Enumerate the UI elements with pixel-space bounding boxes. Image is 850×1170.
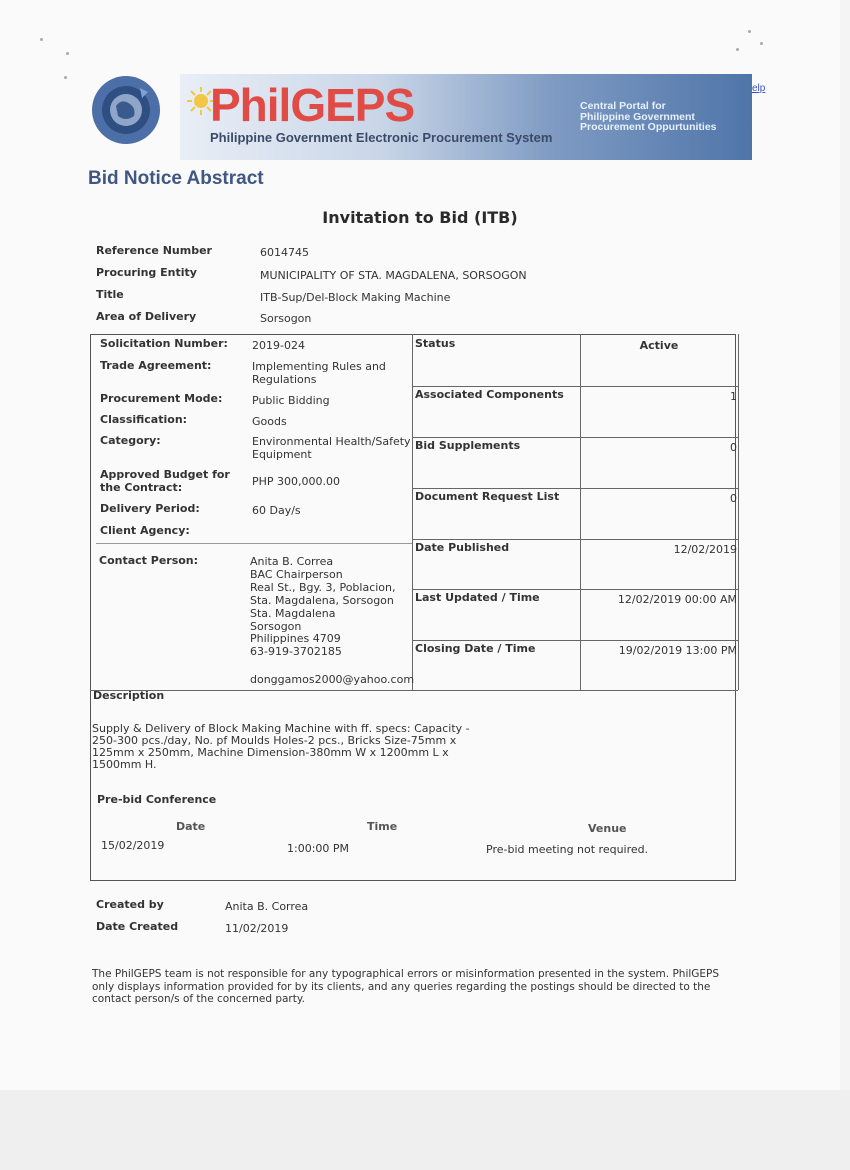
contact-line: Real St., Bgy. 3, Poblacion,: [250, 580, 396, 594]
page-title: Bid Notice Abstract: [88, 168, 264, 189]
description-label: Description: [93, 689, 165, 702]
area-of-delivery-value: Sorsogon: [260, 312, 312, 325]
description-line: 1500mm H.: [92, 758, 157, 771]
procurement-mode-label: Procurement Mode:: [100, 392, 223, 405]
associated-components-value: 1: [730, 390, 737, 403]
row-divider: [412, 488, 738, 489]
description-line: 125mm x 250mm, Machine Dimension-380mm W x 1200mm L x: [92, 746, 449, 759]
document-request-value: 0: [730, 492, 737, 505]
row-divider: [412, 589, 738, 590]
contact-person-block: [250, 556, 396, 659]
philgeps-brand: PhilGEPS: [210, 79, 415, 131]
delivery-period-label: Delivery Period:: [100, 502, 200, 515]
scan-speck: [748, 30, 751, 33]
row-divider: [90, 690, 738, 691]
tagline-line: Procurement Oppurtunities: [580, 121, 717, 133]
title-label: Title: [96, 288, 124, 301]
client-agency-label: Client Agency:: [100, 524, 190, 537]
row-divider: [412, 437, 738, 438]
status-value: Active: [639, 339, 679, 352]
classification-label: Classification:: [100, 413, 188, 426]
status-label: Status: [415, 337, 456, 350]
solicitation-value: 2019-024: [252, 339, 305, 352]
contact-line: Sta. Magdalena, Sorsogon: [250, 593, 394, 607]
delivery-period-value: 60 Day/s: [252, 504, 301, 517]
date-published-label: Date Published: [415, 541, 510, 554]
banner-subtitle: Philippine Government Electronic Procurement System: [210, 130, 553, 145]
abc-label: Approved Budget for the Contract:: [100, 468, 230, 494]
description-line: 250-300 pcs./day, No. pf Moulds Holes-2 pcs., Bricks Size-75mm x: [92, 734, 457, 747]
description-line: Supply & Delivery of Block Making Machine with ff. specs: Capacity -: [92, 722, 470, 735]
scan-speck: [64, 76, 67, 79]
last-updated-value: 12/02/2019 00:00 AM: [617, 593, 737, 606]
bid-supplements-label: Bid Supplements: [415, 439, 521, 452]
column-divider: [412, 334, 413, 690]
abc-value: PHP 300,000.00: [252, 475, 341, 488]
banner-tagline: [580, 101, 717, 133]
contact-email[interactable]: donggamos2000@yahoo.com: [250, 673, 415, 686]
itb-heading: Invitation to Bid (ITB): [322, 208, 518, 227]
area-of-delivery-label: Area of Delivery: [96, 310, 197, 323]
tagline-line: Central Portal for: [580, 100, 666, 112]
prebid-label: Pre-bid Conference: [97, 793, 217, 806]
row-divider: [412, 640, 738, 641]
trade-agreement-value: Implementing Rules and Regulations: [252, 360, 386, 386]
scan-speck: [760, 42, 763, 45]
contact-line: 63-919-3702185: [250, 645, 342, 659]
prebid-date-value: 15/02/2019: [101, 839, 165, 852]
closing-date-label: Closing Date / Time: [415, 642, 536, 655]
contact-divider: [96, 543, 412, 544]
scan-speck: [40, 38, 43, 41]
reference-number-value: 6014745: [260, 246, 309, 259]
contact-line: Sta. Magdalena: [250, 606, 336, 620]
contact-line: BAC Chairperson: [250, 567, 343, 581]
prebid-venue-header: Venue: [588, 822, 627, 835]
date-created-value: 11/02/2019: [225, 922, 289, 935]
scan-speck: [66, 52, 69, 55]
solicitation-label: Solicitation Number:: [100, 337, 228, 350]
column-divider: [580, 334, 581, 690]
column-divider: [738, 334, 739, 690]
row-divider: [412, 386, 738, 387]
prebid-date-header: Date: [176, 820, 206, 833]
bid-supplements-value: 0: [730, 441, 737, 454]
associated-components-label: Associated Components: [415, 388, 564, 401]
classification-value: Goods: [252, 415, 287, 428]
prebid-time-value: 1:00:00 PM: [287, 842, 350, 855]
reference-number-label: Reference Number: [96, 244, 212, 257]
created-by-label: Created by: [96, 898, 164, 911]
procuring-entity-label: Procuring Entity: [96, 266, 197, 279]
contact-line: Sorsogon: [250, 619, 302, 633]
scan-speck: [736, 48, 739, 51]
procuring-entity-value: MUNICIPALITY OF STA. MAGDALENA, SORSOGON: [260, 269, 527, 282]
category-value: Environmental Health/Safety Equipment: [252, 435, 411, 461]
date-published-value: 12/02/2019: [673, 543, 737, 556]
date-created-label: Date Created: [96, 920, 179, 933]
created-by-value: Anita B. Correa: [225, 900, 309, 913]
prebid-venue-value: Pre-bid meeting not required.: [486, 843, 649, 856]
last-updated-label: Last Updated / Time: [415, 591, 540, 604]
scan-margin: [0, 1090, 850, 1170]
closing-date-value: 19/02/2019 13:00 PM: [618, 644, 737, 657]
prebid-time-header: Time: [367, 820, 398, 833]
category-label: Category:: [100, 434, 161, 447]
tagline-line: Philippine Government: [580, 110, 695, 123]
disclaimer-text: The PhilGEPS team is not responsible for any typographical errors or misinformation presented in the system. PhilGEPS only displays information provided for by its clients, and any queries regarding the postings should be directed to the contact person/s of the concerned party.: [92, 968, 720, 1005]
procurement-mode-value: Public Bidding: [252, 394, 330, 407]
contact-line: Anita B. Correa: [250, 555, 334, 568]
contact-line: Philippines 4709: [250, 632, 341, 646]
help-link[interactable]: elp: [752, 83, 766, 94]
contact-person-label: Contact Person:: [99, 554, 199, 567]
economy-globe-logo: [90, 74, 162, 146]
description-text: [92, 723, 470, 771]
document-request-label: Document Request List: [415, 490, 560, 503]
title-value: ITB-Sup/Del-Block Making Machine: [260, 291, 451, 304]
trade-agreement-label: Trade Agreement:: [100, 359, 212, 372]
row-divider: [412, 539, 738, 540]
